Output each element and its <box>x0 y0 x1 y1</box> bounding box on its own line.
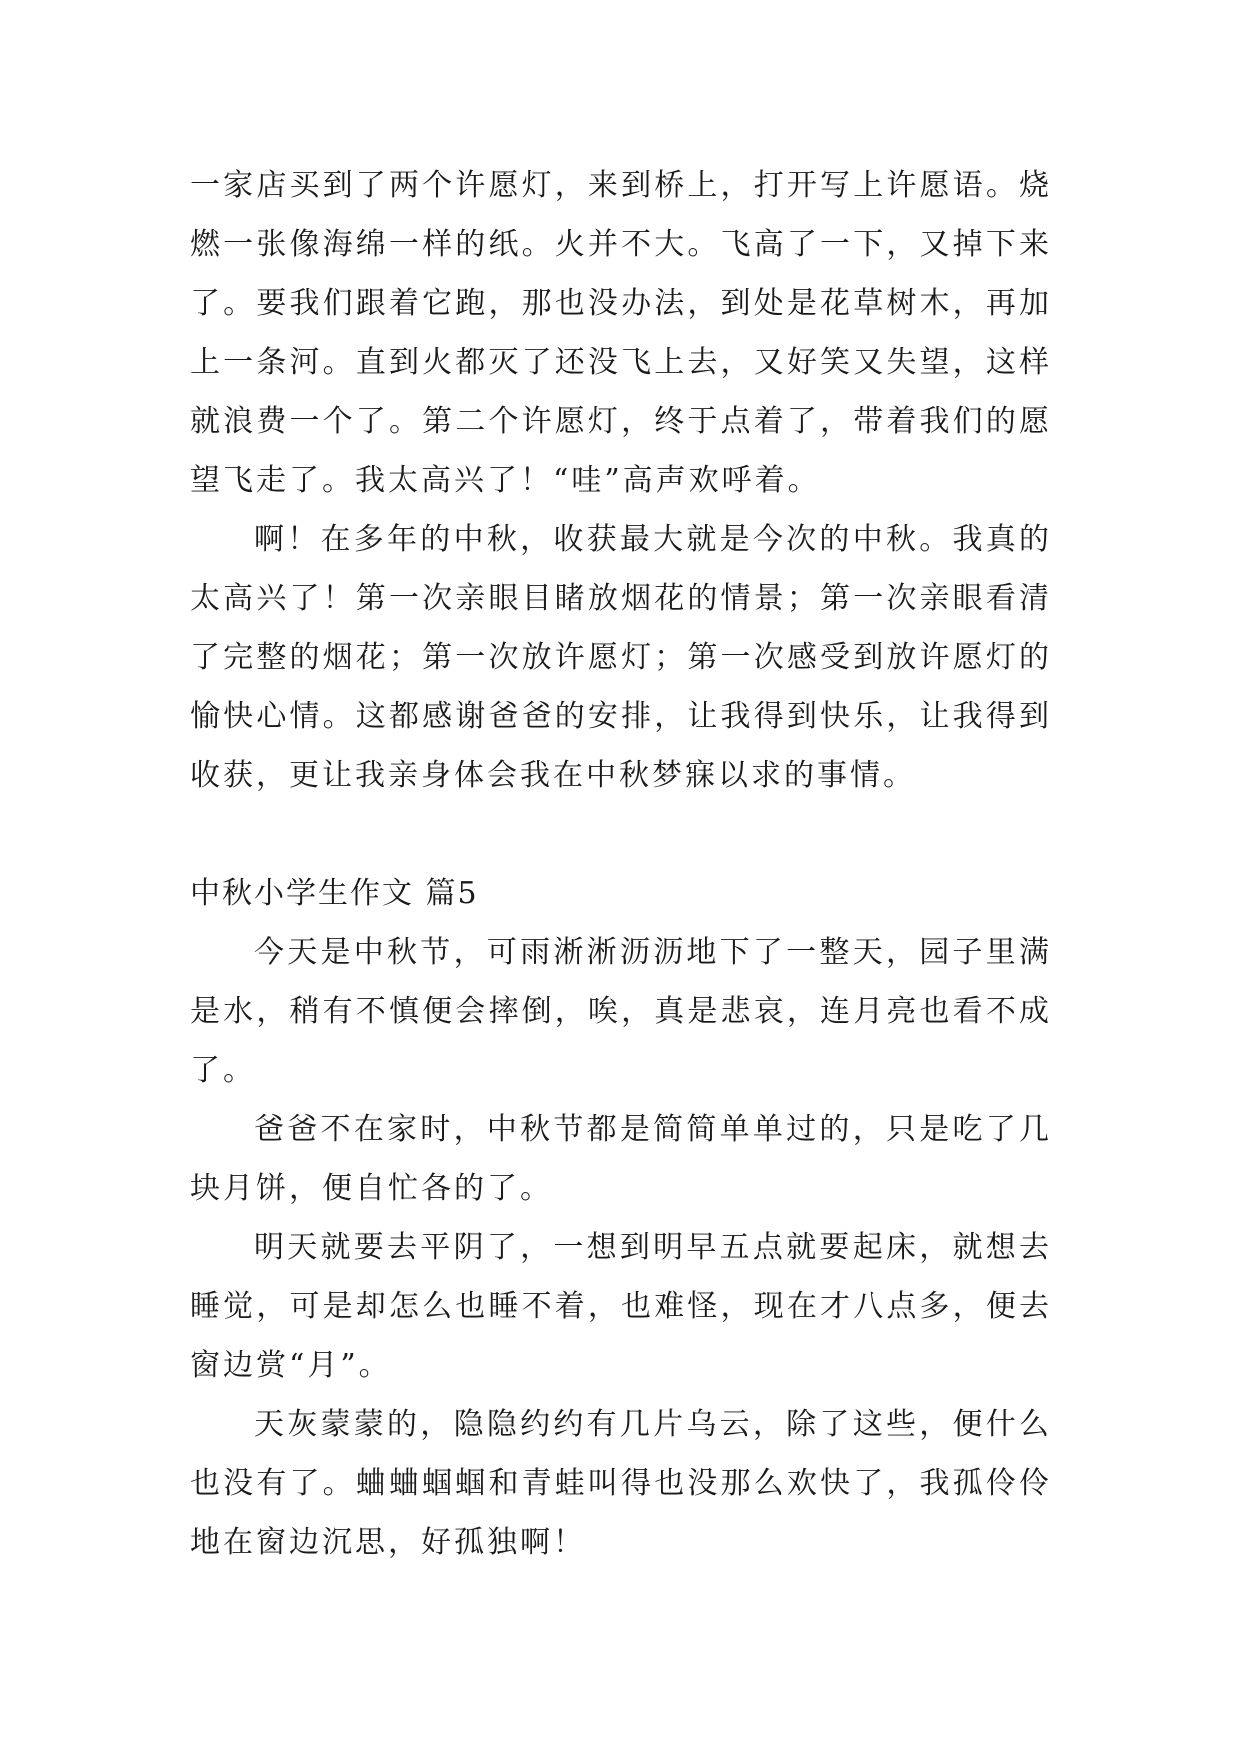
paragraph-pingyin: 明天就要去平阴了，一想到明早五点就要起床，就想去睡觉，可是却怎么也睡不着，也难怪，现在才八点多，便去窗边赏“月”。 <box>190 1230 1052 1383</box>
section-spacer <box>190 805 1052 864</box>
section-heading: 中秋小学生作文 篇5 <box>190 876 479 911</box>
paragraph-dad-away: 爸爸不在家时，中秋节都是简简单单过的，只是吃了几块月饼，便自忙各的了。 <box>190 1112 1052 1206</box>
document-body <box>190 156 1052 1572</box>
paragraph-harvest: 啊！在多年的中秋，收获最大就是今次的中秋。我真的太高兴了！第一次亲眼目睹放烟花的情景；第一次亲眼看清了完整的烟花；第一次放许愿灯；第一次感受到放许愿灯的愉快心情。这都感谢爸爸的安排，让我得到快乐，让我得到收获，更让我亲身体会我在中秋梦寐以求的事情。 <box>190 522 1052 793</box>
paragraph-wish-lantern: 一家店买到了两个许愿灯，来到桥上，打开写上许愿语。烧燃一张像海绵一样的纸。火并不大。飞高了一下，又掉下来了。要我们跟着它跑，那也没办法，到处是花草树木，再加上一条河。直到火都灭了还没飞上去，又好笑又失望，这样就浪费一个了。第二个许愿灯，终于点着了，带着我们的愿望飞走了。我太高兴了！“哇”高声欢呼着。 <box>190 168 1052 498</box>
paragraph-rainy-day: 今天是中秋节，可雨淅淅沥沥地下了一整天，园子里满是水，稍有不慎便会摔倒，唉，真是悲哀，连月亮也看不成了。 <box>190 935 1052 1088</box>
paragraph-grey-sky: 天灰蒙蒙的，隐隐约约有几片乌云，除了这些，便什么也没有了。蛐蛐蝈蝈和青蛙叫得也没那么欢快了，我孤伶伶地在窗边沉思，好孤独啊！ <box>190 1407 1052 1560</box>
